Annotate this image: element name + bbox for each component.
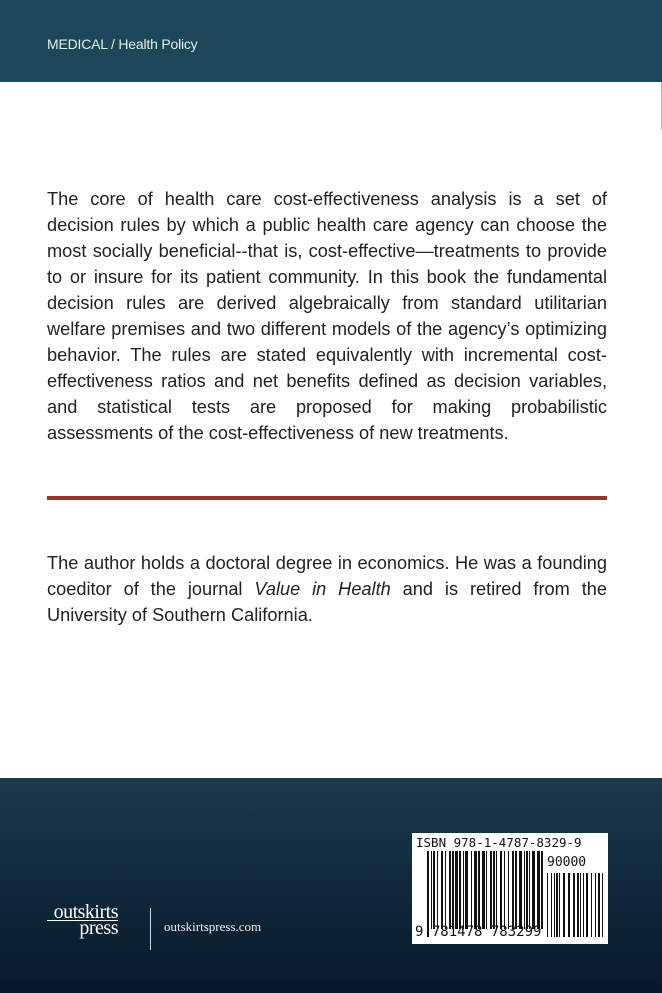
barcode-bar: [471, 851, 472, 929]
barcode-bar: [452, 851, 454, 929]
barcode-bar: [500, 851, 502, 929]
logo-separator: [150, 908, 151, 950]
addon-bar: [583, 873, 584, 937]
barcode-bar: [493, 851, 495, 929]
barcode-bar: [455, 851, 458, 929]
addon-bar: [602, 873, 603, 937]
logo-line-1: outskirts: [53, 901, 118, 923]
divider-rule: [47, 496, 607, 500]
barcode-bar: [465, 851, 468, 929]
barcode-bar: [512, 851, 514, 929]
journal-title: Value in Health: [254, 579, 391, 599]
addon-bar: [559, 873, 560, 937]
barcode-bar: [508, 851, 509, 929]
barcode-bar: [486, 851, 487, 929]
barcode-bar: [459, 851, 461, 929]
addon-bar: [547, 873, 548, 937]
logo-line-2: press: [47, 920, 118, 936]
barcode-bar: [449, 851, 451, 929]
addon-bar: [591, 873, 592, 937]
barcode-bar: [441, 851, 443, 929]
author-bio: [47, 550, 607, 628]
barcode-bar: [433, 851, 435, 929]
addon-bar: [577, 873, 579, 937]
category-label: MEDICAL / Health Policy: [47, 36, 198, 52]
barcode-bar: [478, 851, 480, 929]
author-bio-text-end: and is retired from the University of Southern California.: [47, 579, 607, 625]
barcode-bar: [529, 851, 530, 929]
addon-bar: [573, 873, 575, 937]
addon-bar: [563, 873, 565, 937]
barcode-bar: [519, 851, 522, 929]
barcode-number: 9 781478 783299: [415, 924, 542, 940]
publisher-url: outskirtspress.com: [164, 919, 262, 934]
author-bio-text: The author holds a doctoral degree in economics. He was a founding coeditor of the journal: [47, 553, 607, 599]
addon-bar: [586, 873, 588, 937]
barcode-bar: [524, 851, 525, 929]
barcode-bar: [463, 851, 464, 929]
addon-bar: [568, 873, 570, 937]
header-band: [0, 0, 662, 82]
addon-bar: [598, 873, 600, 937]
barcode-bar: [515, 851, 517, 929]
barcode-bar: [474, 851, 477, 929]
barcode-bar: [526, 851, 528, 929]
barcode-bar: [437, 851, 438, 929]
addon-bar: [556, 873, 558, 937]
addon-bar: [554, 873, 555, 937]
barcode-bar: [537, 851, 540, 929]
price-addon: 90000: [547, 855, 587, 870]
barcode-bar: [445, 851, 446, 929]
barcode-bar: [431, 851, 432, 929]
publisher-logo: [33, 901, 118, 939]
isbn-label: ISBN 978-1-4787-8329-9: [416, 835, 582, 850]
barcode-bar: [532, 851, 535, 929]
barcode-bar: [541, 851, 543, 929]
barcode-bar: [490, 851, 492, 929]
addon-bar: [551, 873, 552, 937]
addon-bar: [580, 873, 581, 937]
isbn-barcode: [412, 833, 608, 944]
addon-bar: [595, 873, 596, 937]
book-description: The core of health care cost-effectiveness analysis is a set of decision rules by which a public health care agency can choose the most socially beneficial--that is, cost-effective—treatments to provide to or insure for its patient community. In this book the fundamental decision rules are derived algebraically from standard utilitarian welfare premises and two different models of the agency’s optimizing behavior. The rules are stated equivalently with incremental cost-effectiveness ratios and net benefits defined as decision variables, and statistical tests are proposed for making probabilistic assessments of the cost-effectiveness of new treatments.: [47, 189, 607, 443]
barcode-bar: [504, 851, 505, 929]
barcode-bar: [482, 851, 485, 929]
barcode-bar: [496, 851, 497, 929]
